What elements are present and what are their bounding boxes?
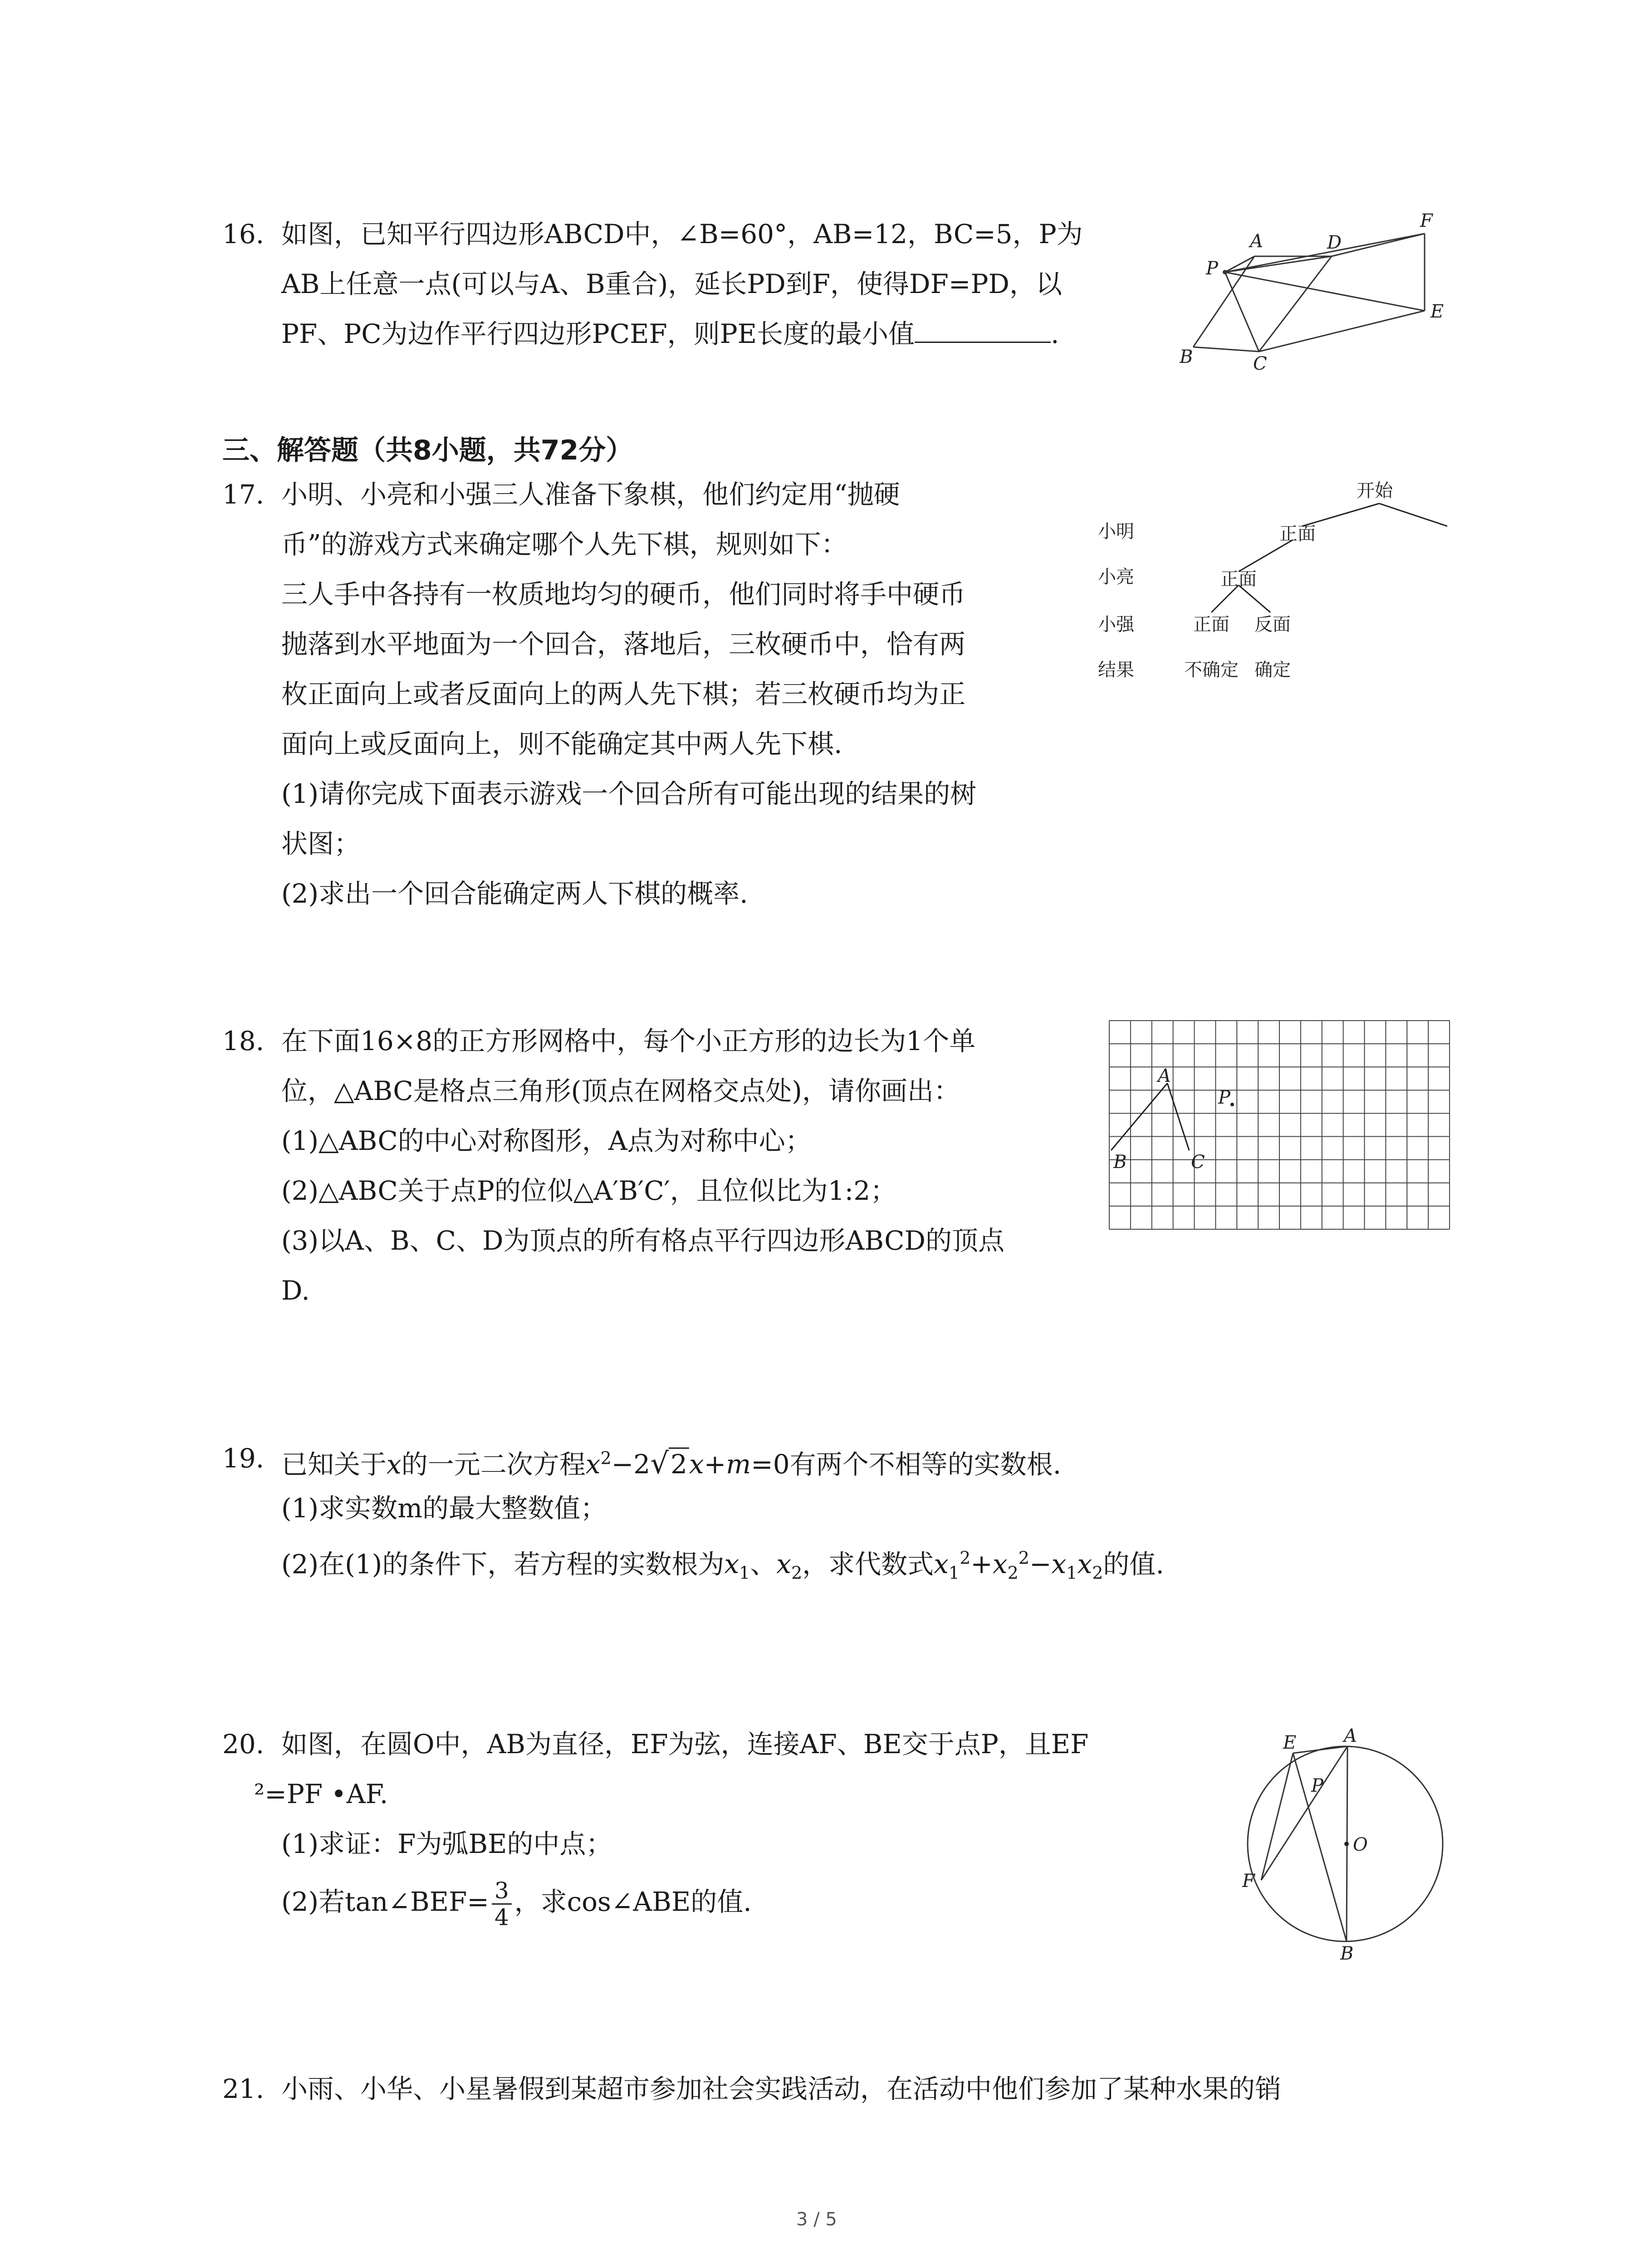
q17-line-1: 小明、小亮和小强三人准备下象棋，他们约定用“抛硬 — [281, 479, 900, 510]
q19-text-f: 的值. — [1103, 1549, 1164, 1580]
q16-line-1: 如图，已知平行四边形ABCD中，∠B=60°，AB=12，BC=5，P为 — [281, 219, 1083, 249]
q20-label-f: F — [1242, 1871, 1255, 1892]
q16-parallelogram-figure — [1166, 209, 1474, 376]
tree-result-1: 不确定 — [1184, 660, 1239, 680]
q16-label-a: A — [1250, 231, 1263, 252]
tree-node-2: 正面 — [1220, 569, 1257, 590]
q19-expression: $x_1^2+x_2^2-x_1x_2$ — [934, 1548, 1103, 1583]
tree-start: 开始 — [1357, 480, 1393, 501]
q18-line-5: (3)以A、B、C、D为顶点的所有格点平行四边形ABCD的顶点 — [281, 1225, 1005, 1256]
q19-number: 19. — [222, 1443, 265, 1474]
q19-roots: $x_1$、$x_2$ — [724, 1549, 803, 1583]
q17-number: 17. — [222, 479, 265, 510]
q18-line-4: (2)△ABC关于点P的位似△A′B′C′，且位似比为1:2； — [281, 1175, 897, 1206]
q17-line-7: (1)请你完成下面表示游戏一个回合所有可能出现的结果的树 — [281, 778, 977, 809]
q20-label-b: B — [1340, 1943, 1354, 1964]
q17-line-8: 状图； — [281, 828, 361, 859]
q19-line-1 — [281, 1436, 1061, 1487]
tree-row-label-2: 小亮 — [1098, 567, 1134, 587]
q16-label-c: C — [1253, 353, 1267, 374]
tree-row-label-1: 小明 — [1098, 521, 1134, 542]
tree-row-label-3: 小强 — [1098, 614, 1134, 635]
q18-label-a: A — [1158, 1066, 1171, 1086]
q18-line-2: 位，△ABC是格点三角形(顶点在网格交点处)，请你画出： — [281, 1075, 960, 1106]
q20-number: 20. — [222, 1729, 265, 1760]
tree-result-2: 确定 — [1254, 660, 1291, 680]
q19-text-c: 有两个不相等的实数根. — [789, 1449, 1062, 1480]
q21-number: 21. — [222, 2073, 265, 2104]
q17-line-9: (2)求出一个回合能确定两人下棋的概率. — [281, 878, 748, 909]
q18-number: 18. — [222, 1026, 265, 1056]
q18-label-c: C — [1191, 1152, 1205, 1173]
q17-line-2: 币”的游戏方式来确定哪个人先下棋，规则如下： — [281, 529, 847, 560]
q18-line-6: D. — [281, 1275, 310, 1306]
q20-line-3: (1)求证：F为弧BE的中点； — [281, 1828, 612, 1859]
q17-line-6: 面向上或反面向上，则不能确定其中两人先下棋. — [281, 728, 843, 759]
q20-line-4 — [281, 1878, 752, 1930]
q19-text-b: 的一元二次方程 — [401, 1449, 586, 1480]
q16-label-p: P — [1206, 258, 1218, 279]
tree-leaf-1: 正面 — [1193, 614, 1230, 635]
q20-circle-figure — [1225, 1719, 1461, 1973]
answer-blank — [915, 313, 1051, 343]
q16-line-2: AB上任意一点(可以与A、B重合)，延长PD到F，使得DF=PD，以 — [281, 269, 1062, 299]
q16-line-3-text: PF、PC为边作平行四边形PCEF，则PE长度的最小值 — [281, 318, 915, 349]
q20-label-e: E — [1283, 1732, 1297, 1753]
q16-end: . — [1051, 318, 1059, 349]
q18-line-3: (1)△ABC的中心对称图形，A点为对称中心； — [281, 1125, 812, 1156]
q18-line-1: 在下面16×8的正方形网格中，每个小正方形的边长为1个单 — [281, 1026, 976, 1056]
q20-text-a: (2)若tan∠BEF= — [281, 1886, 489, 1917]
q18-label-b: B — [1113, 1152, 1127, 1173]
q19-var-x: x — [387, 1449, 402, 1480]
q16-label-d: D — [1327, 232, 1342, 253]
q19-text-a: 已知关于 — [281, 1449, 387, 1480]
q17-line-4: 抛落到水平地面为一个回合，落地后，三枚硬币中，恰有两 — [281, 629, 966, 660]
q16-label-b: B — [1180, 347, 1193, 367]
q21-line-1: 小雨、小华、小星暑假到某超市参加社会实践活动，在活动中他们参加了某种水果的销 — [281, 2073, 1282, 2104]
q20-fraction — [492, 1878, 512, 1930]
section-heading: 三、解答题（共8小题，共72分） — [222, 435, 633, 466]
tree-node-1: 正面 — [1279, 523, 1316, 544]
q18-label-p: P — [1218, 1087, 1230, 1108]
page-number: 3 / 5 — [796, 2209, 837, 2230]
q20-text-b: ，求cos∠ABE的值. — [514, 1886, 752, 1917]
q20-label-o: O — [1353, 1834, 1368, 1855]
fraction-denominator: 4 — [494, 1904, 509, 1931]
tree-leaf-2: 反面 — [1254, 614, 1291, 635]
q16-number: 16. — [222, 219, 265, 249]
q18-square-grid — [1107, 1018, 1452, 1232]
q19-line-3 — [281, 1535, 1164, 1596]
q20-label-p: P — [1311, 1775, 1323, 1796]
q17-line-3: 三人手中各持有一枚质地均匀的硬币，他们同时将手中硬币 — [281, 579, 966, 610]
q19-line-2: (1)求实数m的最大整数值； — [281, 1493, 607, 1524]
q17-line-5: 枚正面向上或者反面向上的两人先下棋；若三枚硬币均为正 — [281, 679, 966, 709]
q17-tree-diagram — [1089, 472, 1465, 699]
q16-line-3 — [281, 311, 1059, 357]
q20-line-1: 如图，在圆O中，AB为直径，EF为弦，连接AF、BE交于点P，且EF — [281, 1729, 1089, 1760]
tree-row-label-4: 结果 — [1098, 660, 1134, 680]
q20-label-a: A — [1344, 1725, 1357, 1746]
q19-equation: $x^2-2√2x+m=0$ — [585, 1447, 790, 1481]
q16-label-f: F — [1420, 210, 1433, 231]
q19-text-e: ，求代数式 — [802, 1549, 934, 1580]
q16-label-e: E — [1430, 301, 1444, 322]
q19-text-d: (2)在(1)的条件下，若方程的实数根为 — [281, 1549, 725, 1580]
q20-line-2: ²=PF •AF. — [254, 1779, 388, 1809]
fraction-numerator: 3 — [492, 1878, 512, 1905]
